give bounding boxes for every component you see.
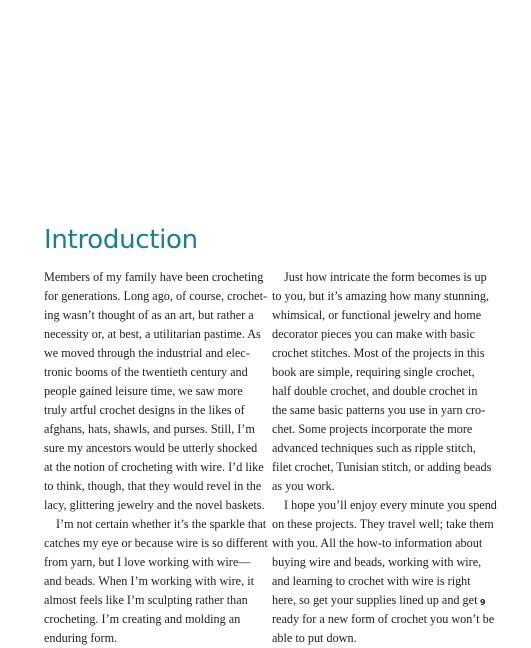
text-line: for generations. Long ago, of course, crochet-	[44, 289, 268, 303]
text-line: advanced techniques such as ripple stitch,	[272, 441, 476, 455]
text-line: I’m not certain whether it’s the sparkle that	[56, 517, 267, 531]
chapter-title: Introduction	[44, 225, 198, 255]
text-line: enduring form.	[44, 631, 118, 645]
text-line: crocheting. I’m creating and molding an	[44, 612, 241, 626]
text-line: decorator pieces you can make with basic	[272, 327, 476, 341]
text-line: almost feels like I’m sculpting rather than	[44, 593, 248, 607]
text-line: whimsical, or functional jewelry and home	[272, 308, 482, 322]
text-line: on these projects. They travel well; take them	[272, 517, 494, 531]
text-line: catches my eye or because wire is so different	[44, 536, 268, 550]
text-line: tronic booms of the twentieth century and	[44, 365, 248, 379]
text-line: half double crochet, and double crochet in	[272, 384, 478, 398]
text-line: sure my ancestors would be utterly shocked	[44, 441, 258, 455]
text-line: Just how intricate the form becomes is up	[284, 270, 487, 284]
text-line: ing wasn’t thought of as an art, but rather a	[44, 308, 254, 322]
text-line: truly artful crochet designs in the likes of	[44, 403, 245, 417]
text-line: people gained leisure time, we saw more	[44, 384, 243, 398]
text-column-left	[44, 268, 268, 648]
text-line: lacy, glittering jewelry and the novel baskets.	[44, 498, 265, 512]
text-line: book are simple, requiring single crochet,	[272, 365, 475, 379]
text-line: the same basic patterns you use in yarn cro-	[272, 403, 486, 417]
text-line: with you. All the how-to information about	[272, 536, 483, 550]
text-line: we moved through the industrial and elec-	[44, 346, 250, 360]
page-number: 9	[480, 598, 486, 607]
text-line: I hope you’ll enjoy every minute you spend	[284, 498, 497, 512]
text-line: able to put down.	[272, 631, 357, 645]
text-line: necessity or, at best, a utilitarian pastime. As	[44, 327, 261, 341]
text-column-right	[272, 268, 497, 648]
text-line: ready for a new form of crochet you won’t be	[272, 612, 495, 626]
text-line: as you work.	[272, 479, 335, 493]
text-line: here, so get your supplies lined up and get	[272, 593, 478, 607]
text-line: to think, though, that they would revel in the	[44, 479, 262, 493]
text-line: to you, but it’s amazing how many stunning,	[272, 289, 489, 303]
text-line: buying wire and beads, working with wire,	[272, 555, 482, 569]
text-line: filet crochet, Tunisian stitch, or adding beads	[272, 460, 492, 474]
text-line: at the notion of crocheting with wire. I’d like	[44, 460, 264, 474]
text-line: from yarn, but I love working with wire—	[44, 555, 251, 569]
text-line: chet. Some projects incorporate the more	[272, 422, 473, 436]
text-line: and learning to crochet with wire is right	[272, 574, 471, 588]
text-line: and beads. When I’m working with wire, it	[44, 574, 254, 588]
text-line: afghans, hats, shawls, and purses. Still, I’m	[44, 422, 255, 436]
text-line: crochet stitches. Most of the projects in this	[272, 346, 485, 360]
text-line: Members of my family have been crocheting	[44, 270, 264, 284]
